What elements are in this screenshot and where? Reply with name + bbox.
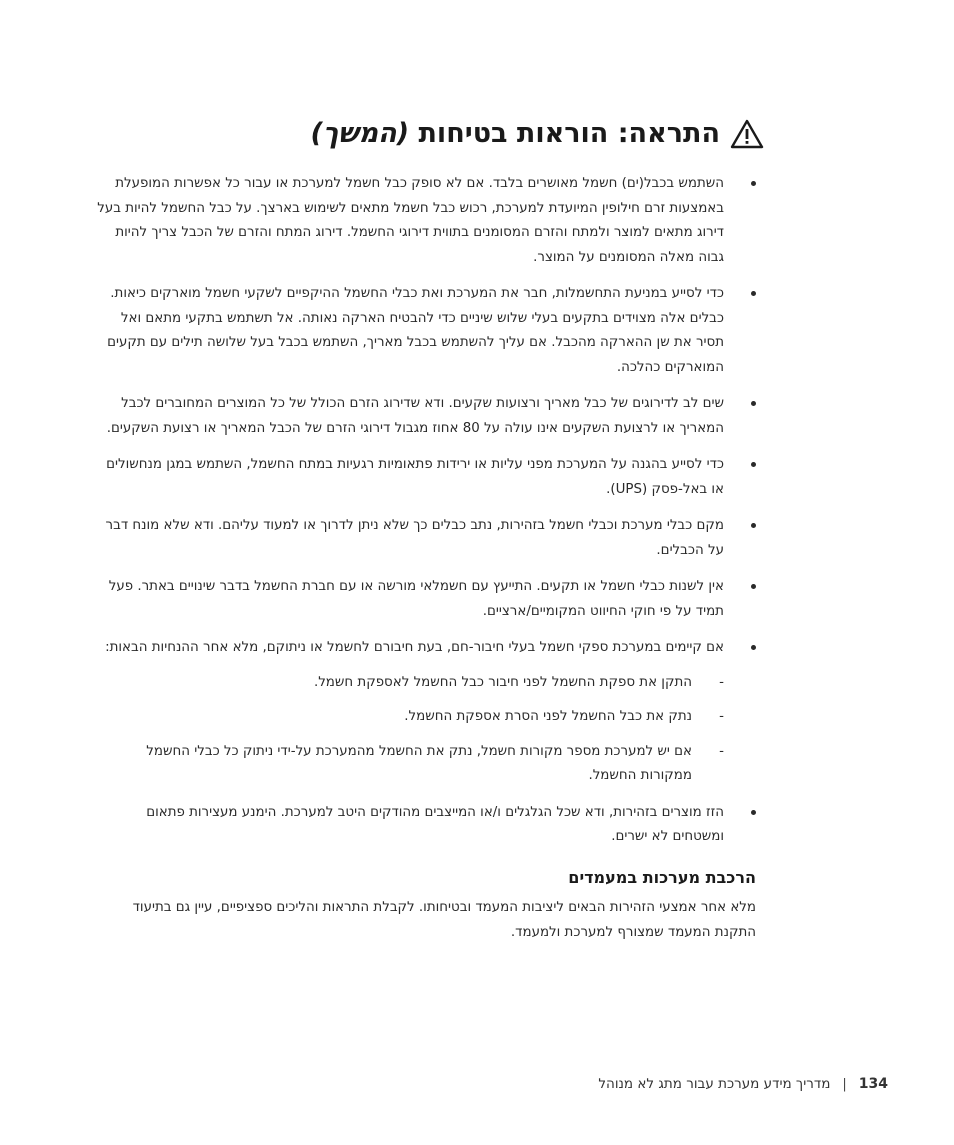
safety-instructions-list <box>96 172 756 862</box>
list-item-text: שים לב לדירוגים של כבל מאריך ורצועות שקעים. ודא שדירוג הזרם הכולל של כל המוצרים המחוברים לכבל המאריך או לרצועת השקעים אינו עולה על 80 אחוז מגבול דירוגי הזרם של הכבל המאריך או רצועת השקעים. <box>106 396 724 436</box>
bullet-icon <box>751 584 756 589</box>
warning-triangle-icon <box>730 119 764 149</box>
list-item-text: אין לשנות כבלי חשמל או תקעים. התייעץ עם חשמלאי מורשה או עם חברת החשמל בדבר שינויים באתר. פעל תמיד על פי חוקי החיווט המקומיים/ארציים. <box>108 579 724 619</box>
list-item <box>96 172 756 270</box>
page-title-continued: (המשך) <box>310 118 410 149</box>
section-heading: הרכבת מערכות במעמדים <box>568 868 756 887</box>
list-item-text: כדי לסייע בהגנה על המערכת מפני עליות או ירידות פתאומיות רגעיות במתח החשמל, השתמש במגן מנחשולים או באל-פסק (UPS). <box>106 457 724 497</box>
list-item <box>96 282 756 380</box>
page-title-row <box>311 118 765 149</box>
bullet-icon <box>751 462 756 467</box>
sub-list-item <box>96 705 724 730</box>
list-item-text: השתמש בכבל(ים) חשמל מאושרים בלבד. אם לא סופק כבל חשמל למערכת או עבור כל אפשרות המופעלת באמצעות זרם חילופין המיועדת למערכת, רכוש כבל חשמל מתאים לשימוש בארצך. על כבל החשמל להיות בעל דירוג מתאים למוצר ולמתח והזרם המסומנים בתווית דירוגי החשמל. דירוג המתח והזרם של הכבל צריך להיות גבוה מאלה המסומנים על המוצר. <box>97 176 724 265</box>
list-item <box>96 392 756 441</box>
page-title-main: התראה: הוראות בטיחות <box>418 118 720 149</box>
list-item <box>96 636 756 789</box>
page-title <box>311 118 721 149</box>
guide-title: מדריך מידע מערכת עבור מתג לא מנוהל <box>598 1076 831 1092</box>
sub-list-item <box>96 740 724 789</box>
sub-list-item-text: התקן את ספקת החשמל לפני חיבור כבל החשמל לאספקת חשמל. <box>313 674 692 690</box>
bullet-icon <box>751 523 756 528</box>
list-item <box>96 514 756 563</box>
sub-list-item <box>96 671 724 696</box>
sub-list-item-text: נתק את כבל החשמל לפני הסרת אספקת החשמל. <box>404 709 692 724</box>
bullet-icon <box>751 645 756 650</box>
list-item-text: אם קיימים במערכת ספקי חשמל בעלי חיבור-חם, בעת חיבורם לחשמל או ניתוקם, מלא אחר ההנחיות הבאות: <box>105 640 724 655</box>
list-item-text: הזז מוצרים בזהירות, ודא שכל הגלגלים ו/או המייצבים מהודקים היטב למערכת. הימנע מעצירות פתאום ומשטחים לא ישרים. <box>146 804 724 844</box>
hot-plug-sublist <box>96 671 724 789</box>
list-item <box>96 453 756 502</box>
section-paragraph: מלא אחר אמצעי הזהירות הבאים ליציבות המעמד ובטיחותו. לקבלת התראות והליכים ספציפיים, עיין גם בתיעוד התקנת המעמד שמצורף למערכת ולמעמד. <box>132 900 756 940</box>
bullet-icon <box>751 291 756 296</box>
dash-marker: - <box>719 709 724 724</box>
list-item <box>96 575 756 624</box>
list-item <box>96 801 756 850</box>
bullet-icon <box>751 181 756 186</box>
bullet-icon <box>751 401 756 406</box>
bullet-icon <box>751 810 756 815</box>
page-number: 134 <box>858 1076 888 1092</box>
footer-separator: | <box>842 1076 847 1092</box>
list-item-text: כדי לסייע במניעת התחשמלות, חבר את המערכת ואת כבלי החשמל ההיקפיים לשקעי חשמל מוארקים כיאות. כבלים אלה מצוידים בתקעים בעלי שלוש שיניים כדי להבטיח הארקה נאותה. אל תשתמש בתקעי מתאם ואל תסיר את שן ההארקה מהכבל. אם עליך להשתמש בכבל מאריך, השתמש בכבל בעל שלושה תילים עם תקעים המוארקים כהלכה. <box>107 286 724 375</box>
list-item-text: מקם כבלי מערכת וכבלי חשמל בזהירות, נתב כבלים כך שלא ניתן לדרוך או למעוד עליהם. ודא שלא מונח דבר על הכבלים. <box>105 518 724 558</box>
dash-marker: - <box>719 674 724 690</box>
dash-marker: - <box>719 743 724 759</box>
page-footer <box>598 1076 888 1092</box>
sub-list-item-text: אם יש למערכת מספר מקורות חשמל, נתק את החשמל מהמערכת על-ידי ניתוק כל כבלי החשמל ממקורות החשמל. <box>146 743 692 783</box>
